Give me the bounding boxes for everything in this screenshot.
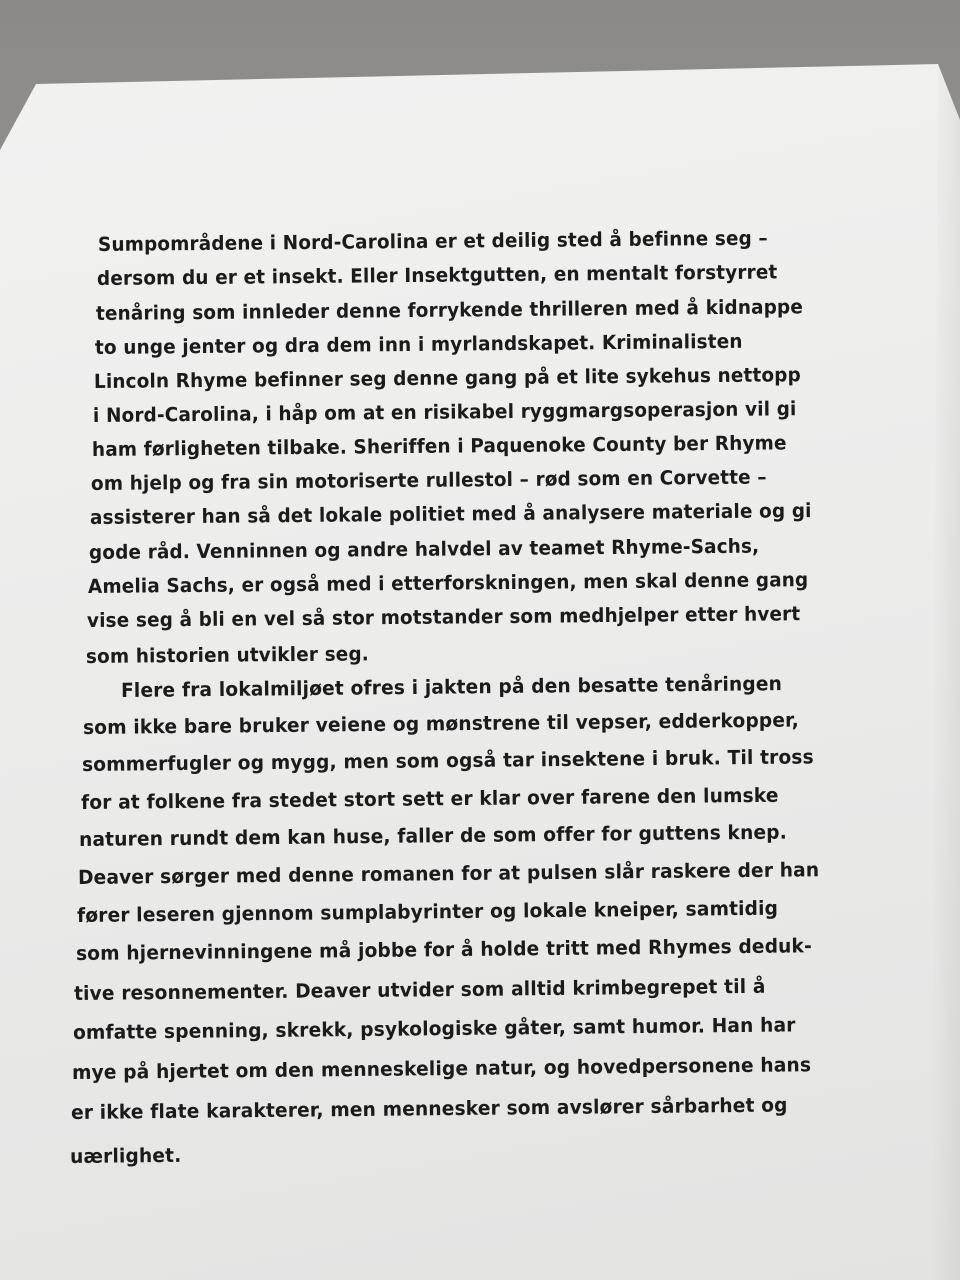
blurb-line: som historien utvikler seg. bbox=[85, 642, 369, 668]
blurb-line: Amelia Sachs, er også med i etterforskningen, men skal denne gang bbox=[87, 568, 809, 598]
blurb-line: omfatte spenning, skrekk, psykologiske gåter, samt humor. Han har bbox=[72, 1013, 796, 1044]
blurb-line: Deaver sørger med denne romanen for at pulsen slår raskere der han bbox=[77, 858, 820, 889]
blurb-line: i Nord-Carolina, i håp om at en risikabel ryggmargsoperasjon vil gi bbox=[92, 397, 797, 427]
blurb-line: uærlighet. bbox=[69, 1143, 182, 1168]
blurb-line: dersom du er et insekt. Eller Insektgutten, en mentalt forstyrret bbox=[96, 260, 778, 290]
blurb-line: som ikke bare bruker veiene og mønstrene til vepser, edderkopper, bbox=[82, 708, 800, 739]
blurb-line: tenåring som innleder denne forrykende thrilleren med å kidnappe bbox=[95, 295, 804, 325]
blurb-line: assisterer han så det lokale politiet med å analysere materiale og gi bbox=[89, 499, 812, 529]
blurb-line: er ikke flate karakterer, men mennesker som avslører sårbarhet og bbox=[70, 1093, 788, 1124]
blurb-line: ham førligheten tilbake. Sheriffen i Paquenoke County ber Rhyme bbox=[91, 431, 787, 461]
blurb-line: tive resonnementer. Deaver utvider som alltid krimbegrepet til å bbox=[73, 974, 766, 1005]
blurb-line: gode råd. Venninnen og andre halvdel av teamet Rhyme-Sachs, bbox=[88, 534, 760, 564]
blurb-line: sommerfugler og mygg, men som også tar insektene i bruk. Til tross bbox=[81, 745, 814, 776]
blurb-line: mye på hjertet om den menneskelige natur, og hovedpersonene hans bbox=[71, 1053, 812, 1084]
blurb-line: vise seg å bli en vel så stor motstander som medhjelper etter hvert bbox=[86, 602, 801, 632]
blurb-line: to unge jenter og dra dem inn i myrlandskapet. Kriminalisten bbox=[94, 329, 743, 359]
blurb-line: Flere fra lokalmiljøet ofres i jakten på den besatte tenåringen bbox=[120, 672, 783, 702]
blurb-line: om hjelp og fra sin motoriserte rullestol – rød som en Corvette – bbox=[90, 465, 767, 495]
blurb-line: som hjernevinningene må jobbe for å holde tritt med Rhymes deduk- bbox=[75, 934, 813, 965]
blurb-line: for at folkene fra stedet stort sett er klar over farene den lumske bbox=[80, 783, 779, 814]
blurb-line: Sumpområdene i Nord-Carolina er et deilig sted å befinne seg – bbox=[97, 226, 768, 256]
blurb-line: naturen rundt dem kan huse, faller de som offer for guttens knep. bbox=[78, 820, 788, 851]
blurb-line: Lincoln Rhyme befinner seg denne gang på et lite sykehus nettopp bbox=[93, 363, 801, 393]
blurb-line: fører leseren gjennom sumplabyrinter og lokale kneiper, samtidig bbox=[76, 896, 779, 927]
